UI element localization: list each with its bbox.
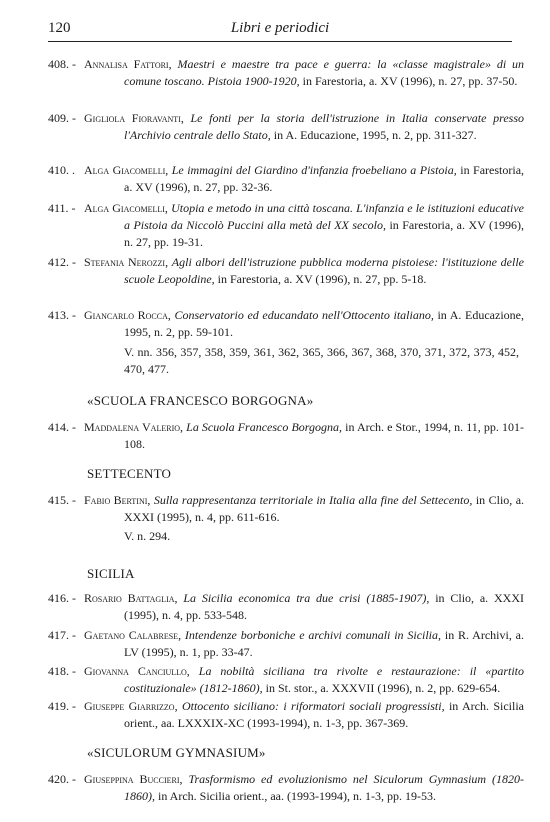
entry-number: 420. - [48, 772, 76, 786]
entry-author: Giuseppina Buccieri, [84, 772, 183, 786]
entry-title: Conservatorio ed educandato nell'Ottocento italiano, [174, 308, 434, 322]
entry-author: Alga Giacomelli, [84, 201, 168, 215]
entry-title: Utopia e metodo in una città toscana. L'infanzia e le istituzioni educative a Pistoia da Niccolò Puccini alla metà del XX secolo, [124, 201, 524, 232]
entry-source: in A. Educazione, 1995, n. 2, pp. 59-101. [124, 308, 524, 339]
entry-number: 409. - [48, 111, 76, 125]
bibliography-entry [48, 627, 524, 661]
entry-source: in Farestoria, a. XV (1996), n. 27, pp. 5-18. [217, 272, 427, 286]
entry-title: Le fonti per la storia dell'istruzione in Italia conservate presso l'Archivio centrale dello Stato, [124, 111, 524, 142]
entry-source: in Arch. Sicilia orient., aa. LXXXIX-XC (1993-1994), n. 1-3, pp. 367-369. [124, 699, 525, 730]
entry-source: in St. stor., a. XXXVII (1996), n. 2, pp. 629-654. [265, 681, 501, 695]
cross-reference-note: V. nn. 356, 357, 358, 359, 361, 362, 365, 366, 367, 368, 370, 371, 372, 373, 452, 470, 477. [124, 345, 519, 376]
entry-number: 415. - [48, 493, 76, 507]
entry-author: Giovanna Canciullo, [84, 664, 190, 678]
entry-title: Ottocento siciliano: i riformatori sociali progressisti, [181, 699, 445, 713]
entry-source: in Farestoria, a. XV (1996), n. 27, pp. 37-50. [302, 74, 518, 88]
page-number: 120 [48, 20, 71, 36]
entry-title: Trasformismo ed evoluzionismo nel Siculorum Gymnasium (1820-1860), [124, 772, 524, 803]
entry-source: in R. Archivi, a. LV (1995), n. 1, pp. 33-47. [124, 628, 524, 659]
running-title: Libri e periodici [230, 20, 330, 36]
entry-number: 411. - [48, 201, 76, 215]
bibliography-entry [48, 110, 524, 144]
entry-source: in Clio, a. XXXI (1995), n. 4, pp. 611-616. [124, 493, 525, 524]
section-heading: «SICULORUM GYMNASIUM» [87, 745, 266, 760]
cross-reference-note: V. n. 294. [124, 529, 171, 543]
entry-title: Intendenze borboniche e archivi comunali in Sicilia, [184, 628, 442, 642]
bibliography-entry [48, 590, 524, 624]
entry-title: La nobiltà siciliana tra rivolte e restaurazione: il «partito costituzionale» (1812-1860), [124, 664, 524, 695]
entry-title: La Sicilia economica tra due crisi (1885-1907), [183, 591, 430, 605]
entry-author: Rosario Battaglia, [84, 591, 178, 605]
entry-author: Alga Giacomelli, [84, 163, 169, 177]
entry-title: Agli albori dell'istruzione pubblica moderna pistoiese: l'istituzione delle scuole Leopoldine, [124, 255, 525, 286]
entry-number: 414. - [48, 420, 76, 434]
bibliography-entry [48, 492, 524, 526]
section-heading: «SCUOLA FRANCESCO BORGOGNA» [87, 393, 314, 408]
section-heading: SETTECENTO [87, 466, 172, 481]
bibliography-entry [48, 419, 524, 453]
entry-source: in Arch. Sicilia orient., aa. (1993-1994), n. 1-3, pp. 19-53. [158, 789, 436, 803]
entry-source: in A. Educazione, 1995, n. 2, pp. 311-327. [273, 128, 477, 142]
entry-source: in Arch. e Stor., 1994, n. 11, pp. 101-108. [124, 420, 525, 451]
entry-source: in Clio, a. XXXI (1995), n. 4, pp. 533-548. [124, 591, 525, 622]
entry-author: Stefania Nerozzi, [84, 255, 169, 269]
entry-title: La Scuola Francesco Borgogna, [186, 420, 343, 434]
entry-number: 408. - [48, 57, 76, 71]
entry-number: 419. - [48, 699, 76, 713]
entry-title: Sulla rappresentanza territoriale in Italia alla fine del Settecento, [153, 493, 473, 507]
section-heading: SICILIA [87, 566, 135, 581]
bibliography-entry [48, 771, 524, 805]
bibliography-entry [48, 307, 524, 341]
entry-source: in Farestoria, a. XV (1996), n. 27, pp. 32-36. [124, 163, 525, 194]
entry-number: 413. - [48, 308, 76, 322]
entry-title: Maestri e maestre tra pace e guerra: la «classe magistrale» di un comune toscano. Pistoia 1900-1920, [124, 57, 525, 88]
bibliography-entry [48, 56, 524, 90]
entry-number: 412. - [48, 255, 76, 269]
entry-author: Fabio Bertini, [84, 493, 151, 507]
entry-author: Gaetano Calabrese, [84, 628, 182, 642]
header-rule [48, 41, 512, 42]
entry-number: 418. - [48, 664, 76, 678]
entry-title: Le immagini del Giardino d'infanzia froebeliano a Pistoia, [171, 163, 457, 177]
entry-number: 417. - [48, 628, 76, 642]
page-header [48, 20, 512, 42]
bibliography-entry [48, 162, 524, 196]
bibliography-entry [48, 254, 524, 288]
bibliography-entry [48, 698, 524, 732]
entry-source: in Farestoria, a. XV (1996), n. 27, pp. 19-31. [124, 218, 525, 249]
entry-author: Maddalena Valerio, [84, 420, 184, 434]
bibliography-entry [48, 200, 524, 251]
entry-author: Giancarlo Rocca, [84, 308, 171, 322]
entry-number: 410. . [48, 163, 75, 177]
entry-author: Gigliola Fioravanti, [84, 111, 184, 125]
entry-author: Annalisa Fattori, [84, 57, 172, 71]
entry-number: 416. - [48, 591, 76, 605]
bibliography-entry [48, 663, 524, 697]
entry-author: Giuseppe Giarrizzo, [84, 699, 178, 713]
